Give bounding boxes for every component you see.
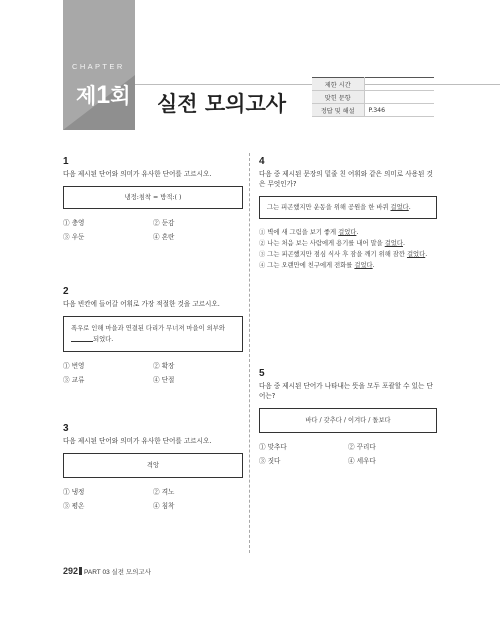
box-text-pre: 그는 피곤했지만 운동을 위해 공원을 한 바퀴: [267, 204, 389, 211]
footer-bar: [79, 567, 82, 575]
info-table: [312, 77, 434, 117]
options: [259, 227, 437, 271]
question-1: [63, 156, 243, 241]
box-text-post: .: [408, 204, 411, 211]
info-key: 맞힌 문항: [312, 91, 364, 104]
option-text-end: .: [372, 262, 375, 269]
question-number: 3: [63, 423, 69, 434]
info-row: [312, 91, 434, 104]
box-text-post: 되었다.: [93, 336, 114, 343]
page-number: 292: [63, 566, 79, 576]
question-text: 다음 중 제시된 문장의 밑줄 친 어휘와 같은 의미로 사용된 것은 무엇인가?: [259, 170, 433, 188]
option-underlined: 걸었다: [338, 229, 357, 236]
options: [259, 441, 437, 465]
option-2[interactable]: ② 둔감: [153, 219, 175, 227]
option-3[interactable]: ③ 교류: [63, 376, 85, 384]
option-3[interactable]: ③ 평온: [63, 502, 85, 510]
chapter-suffix: 회: [110, 85, 131, 108]
option-4[interactable]: ④ 혼란: [153, 233, 175, 241]
chapter-label: CHAPTER: [72, 62, 125, 71]
chapter-number: [76, 82, 131, 110]
option-1[interactable]: ① 맞추다: [259, 443, 287, 451]
question-text: 다음 제시된 단어와 의미가 유사한 단어를 고르시오.: [63, 170, 212, 178]
option-4[interactable]: ④ 단절: [153, 376, 175, 384]
question-number: 4: [259, 156, 265, 167]
option-4[interactable]: [259, 260, 437, 271]
option-1[interactable]: ① 냉정: [63, 488, 85, 496]
question-number: 5: [259, 368, 265, 379]
option-2[interactable]: [259, 238, 437, 249]
question-3: [63, 423, 243, 510]
info-key: 정답 및 해설: [312, 104, 364, 117]
question-box: [63, 316, 243, 352]
options: [63, 360, 243, 384]
options: [63, 486, 243, 510]
option-underlined: 걸었다: [384, 240, 403, 247]
options: [63, 217, 243, 241]
info-value: P.346: [364, 104, 434, 117]
option-3[interactable]: ③ 짓다: [259, 457, 281, 465]
box-text-pre: 폭우로 인해 마을과 연결된 다리가 무너져 마을이 외부와: [71, 325, 225, 332]
option-1[interactable]: ① 번영: [63, 362, 85, 370]
chapter-digit: 1: [96, 81, 111, 109]
option-1[interactable]: [259, 227, 437, 238]
box-underlined-word: 걸었다: [390, 204, 409, 211]
info-row: [312, 104, 434, 117]
chapter-prefix: 제: [76, 85, 97, 108]
option-2[interactable]: ② 확장: [153, 362, 175, 370]
question-box: 바다 / 갖추다 / 이겨다 / 돌보다: [259, 408, 437, 433]
option-text: ② 나는 처음 보는 사람에게 용기를 내어 말을: [259, 240, 385, 247]
question-number: 2: [63, 286, 69, 297]
info-key: 제한 시간: [312, 78, 364, 91]
option-underlined: 걸었다: [406, 251, 426, 258]
question-text: 다음 중 제시된 단어가 나타내는 뜻을 모두 포괄할 수 있는 단어는?: [259, 382, 433, 400]
info-value: [364, 78, 434, 91]
footer-part-label: PART 03 실전 모의고사: [84, 569, 151, 576]
question-5: [259, 368, 437, 465]
info-value: [364, 91, 434, 104]
blank-line: [71, 341, 93, 342]
question-text: 다음 빈칸에 들어갈 어휘로 가장 적절한 것을 고르시오.: [63, 300, 220, 308]
option-4[interactable]: ④ 세우다: [348, 457, 376, 465]
question-number: 1: [63, 156, 69, 167]
question-4: [259, 156, 437, 271]
option-3[interactable]: ③ 우둔: [63, 233, 85, 241]
question-box: 격앙: [63, 453, 243, 478]
option-3[interactable]: [259, 249, 437, 260]
page-footer: [63, 566, 151, 576]
column-divider: [249, 153, 250, 553]
option-2[interactable]: ② 꾸리다: [348, 443, 376, 451]
question-text: 다음 제시된 단어와 의미가 유사한 단어를 고르시오.: [63, 437, 212, 445]
option-1[interactable]: ① 충영: [63, 219, 85, 227]
option-4[interactable]: ④ 침착: [153, 502, 175, 510]
option-text-end: .: [402, 240, 405, 247]
option-text-end: .: [356, 229, 359, 236]
page-title: 실전 모의고사: [157, 92, 287, 116]
option-text: ④ 그는 오랜만에 친구에게 전화를: [259, 262, 355, 269]
info-row: [312, 78, 434, 91]
option-underlined: 걸었다: [354, 262, 373, 269]
question-box: [259, 196, 437, 219]
option-text-end: .: [425, 251, 428, 258]
option-2[interactable]: ② 격노: [153, 488, 175, 496]
option-text: ③ 그는 피곤했지만 점심 식사 후 잠을 깨기 위해 잠깐: [259, 251, 407, 258]
question-2: [63, 286, 243, 384]
option-text: ① 벽에 새 그림을 보기 좋게: [259, 229, 339, 236]
question-box: 냉정:침착 = 방적:( ): [63, 186, 243, 209]
